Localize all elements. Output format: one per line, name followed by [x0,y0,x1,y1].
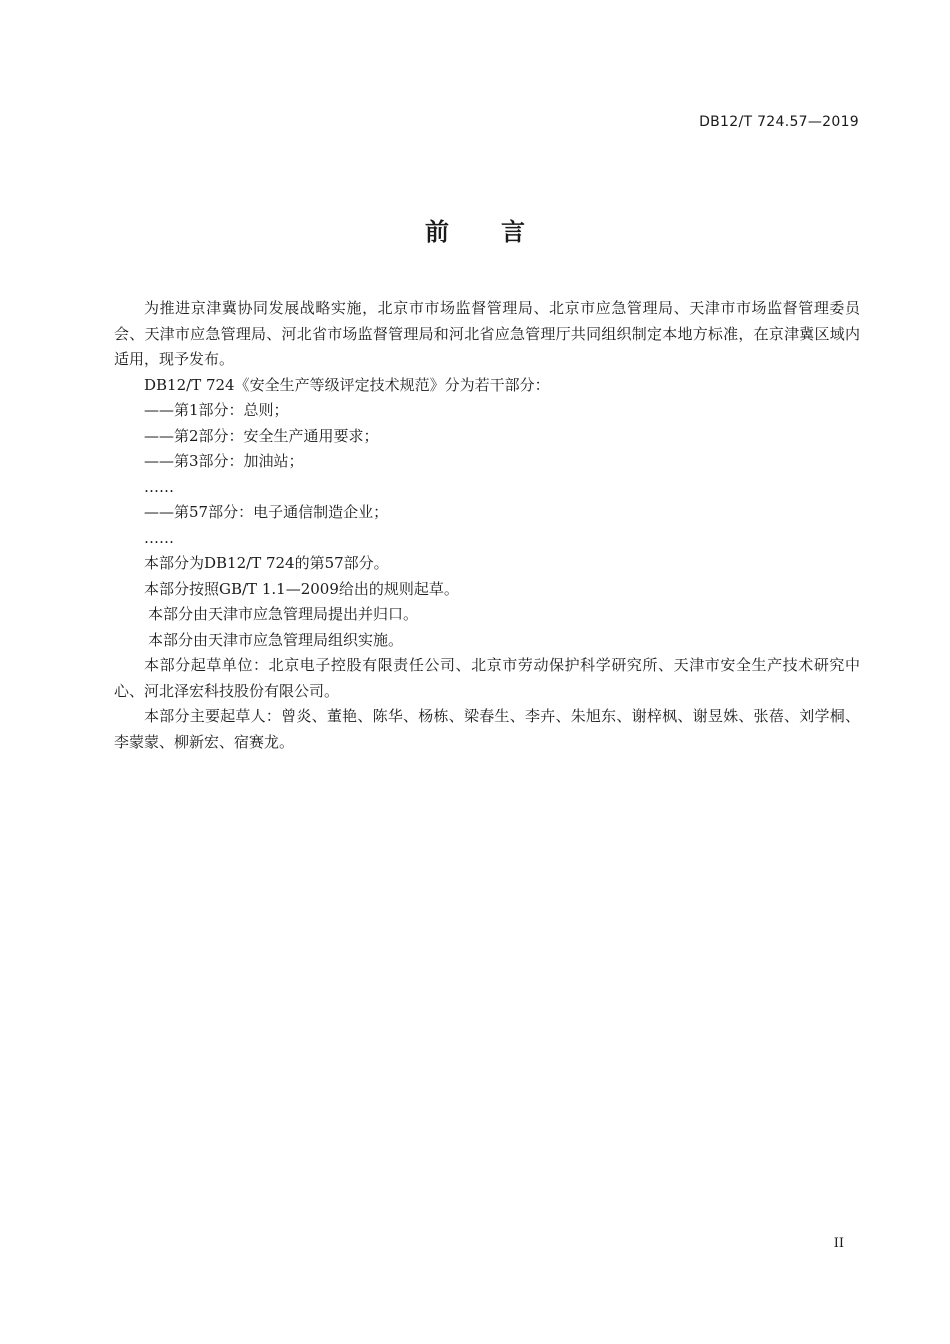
page-title: 前言 [425,218,577,246]
paragraph-part-number: 本部分为DB12/T 724的第57部分。 [144,554,389,572]
paragraph-parts-intro: DB12/T 724《安全生产等级评定技术规范》分为若干部分： [144,375,550,394]
document-code: DB12/T 724.57—2019 [699,114,859,130]
list-ellipsis: …… [144,528,174,547]
paragraph-implementer: 本部分由天津市应急管理局组织实施。 [148,630,404,649]
foreword-body [114,296,860,755]
list-item-part-3: ——第3部分：加油站； [144,452,304,470]
list-item-part-57: ——第57部分：电子通信制造企业； [144,503,389,521]
page-number: II [833,1236,844,1251]
paragraph-proposer: 本部分由天津市应急管理局提出并归口。 [148,605,419,623]
paragraph-drafting-rules: 本部分按照GB/T 1.1—2009给出的规则起草。 [144,579,459,598]
paragraph-intro: 为推进京津冀协同发展战略实施，北京市市场监督管理局、北京市应急管理局、天津市市场监督管理委员会、天津市应急管理局、河北省市场监督管理局和河北省应急管理厅共同组织制定本地方标准，在京津冀区域内适用，现予发布。 [114,299,860,368]
list-item-part-2: ——第2部分：安全生产通用要求； [144,426,379,445]
paragraph-drafting-units: 本部分起草单位：北京电子控股有限责任公司、北京市劳动保护科学研究所、天津市安全生产技术研究中心、河北泽宏科技股份有限公司。 [114,656,860,700]
list-item-part-1: ——第1部分：总则； [144,401,289,419]
list-ellipsis: …… [144,477,174,496]
paragraph-drafters: 本部分主要起草人：曾炎、董艳、陈华、杨栋、梁春生、李卉、朱旭东、谢梓枫、谢昱姝、张蓓、刘学桐、李蒙蒙、柳新宏、宿赛龙。 [114,707,860,751]
